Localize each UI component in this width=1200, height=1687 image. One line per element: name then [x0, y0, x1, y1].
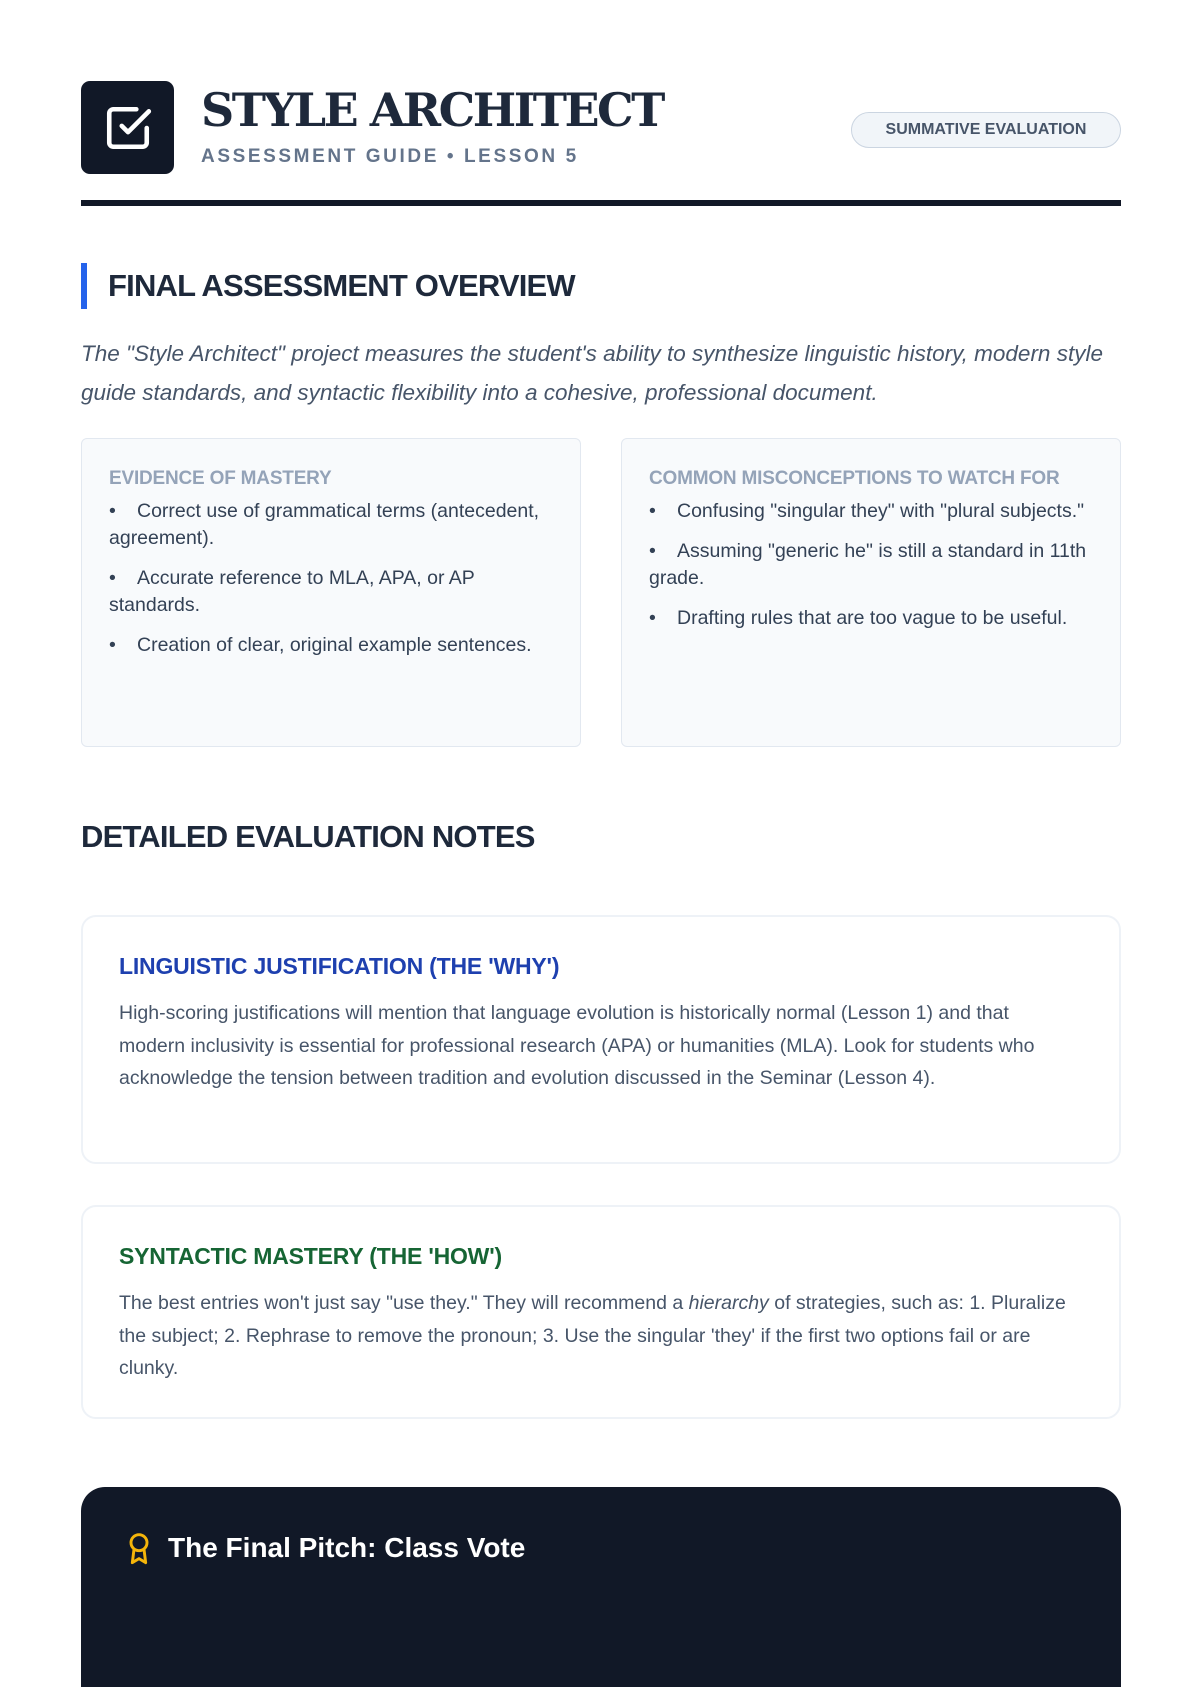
- overview-heading: FINAL ASSESSMENT OVERVIEW: [81, 263, 575, 309]
- brand-subtitle: ASSESSMENT GUIDE • LESSON 5: [201, 146, 579, 167]
- syntactic-mastery-title: SYNTACTIC MASTERY (THE 'HOW'): [119, 1243, 502, 1269]
- page-header: [81, 81, 1121, 174]
- check-square-icon: [103, 103, 153, 153]
- header-divider: [81, 200, 1121, 206]
- list-item: • Confusing "singular they" with "plural subjects.": [649, 500, 1085, 522]
- linguistic-justification-body: High-scoring justifications will mention that language evolution is historically normal (Lesson 1) and that modern inclusivity is essential for professional research (APA) or humanities (MLA). Look for students who acknowledge the tension between tradition and evolution discussed in the Seminar (Lesson 4).: [119, 1002, 1035, 1089]
- evidence-of-mastery-card: [81, 438, 581, 747]
- misconceptions-card: [621, 438, 1121, 747]
- linguistic-justification-title: LINGUISTIC JUSTIFICATION (THE 'WHY'): [119, 953, 560, 979]
- list-item: • Correct use of grammatical terms (antecedent, agreement).: [109, 500, 540, 549]
- list-item: • Accurate reference to MLA, APA, or AP standards.: [109, 567, 475, 616]
- brand-title: STYLE ARCHITECT: [201, 83, 663, 137]
- award-ribbon-icon: [123, 1531, 155, 1565]
- evaluation-type-badge: SUMMATIVE EVALUATION: [851, 112, 1121, 148]
- list-item: • Creation of clear, original example sentences.: [109, 634, 532, 656]
- logo: [81, 81, 174, 174]
- evaluation-notes-heading: DETAILED EVALUATION NOTES: [81, 819, 535, 854]
- syntactic-mastery-body: The best entries won't just say "use they." They will recommend a hierarchy of strategies, such as: 1. Pluralize the subject; 2. Rephrase to remove the pronoun; 3. Use the singular 'they' if the first two options fail or are clunky.: [119, 1292, 1066, 1379]
- emphasis-hierarchy: hierarchy: [688, 1292, 769, 1314]
- misconceptions-list: [649, 498, 1093, 632]
- final-pitch-title: The Final Pitch: Class Vote: [168, 1532, 526, 1563]
- assessment-guide-page: [81, 81, 1121, 1563]
- evidence-card-title: EVIDENCE OF MASTERY: [109, 468, 332, 489]
- linguistic-justification-card: [81, 915, 1121, 1164]
- list-item: • Drafting rules that are too vague to be useful.: [649, 607, 1068, 629]
- final-pitch-banner: [81, 1487, 1121, 1687]
- syntactic-mastery-card: [81, 1205, 1121, 1419]
- misconceptions-card-title: COMMON MISCONCEPTIONS TO WATCH FOR: [649, 468, 1060, 489]
- overview-intro: The "Style Architect" project measures the student's ability to synthesize linguistic history, modern style guide standards, and syntactic flexibility into a cohesive, professional document.: [81, 341, 1103, 405]
- list-item: • Assuming "generic he" is still a standard in 11th grade.: [649, 540, 1087, 589]
- evidence-list: [109, 498, 553, 659]
